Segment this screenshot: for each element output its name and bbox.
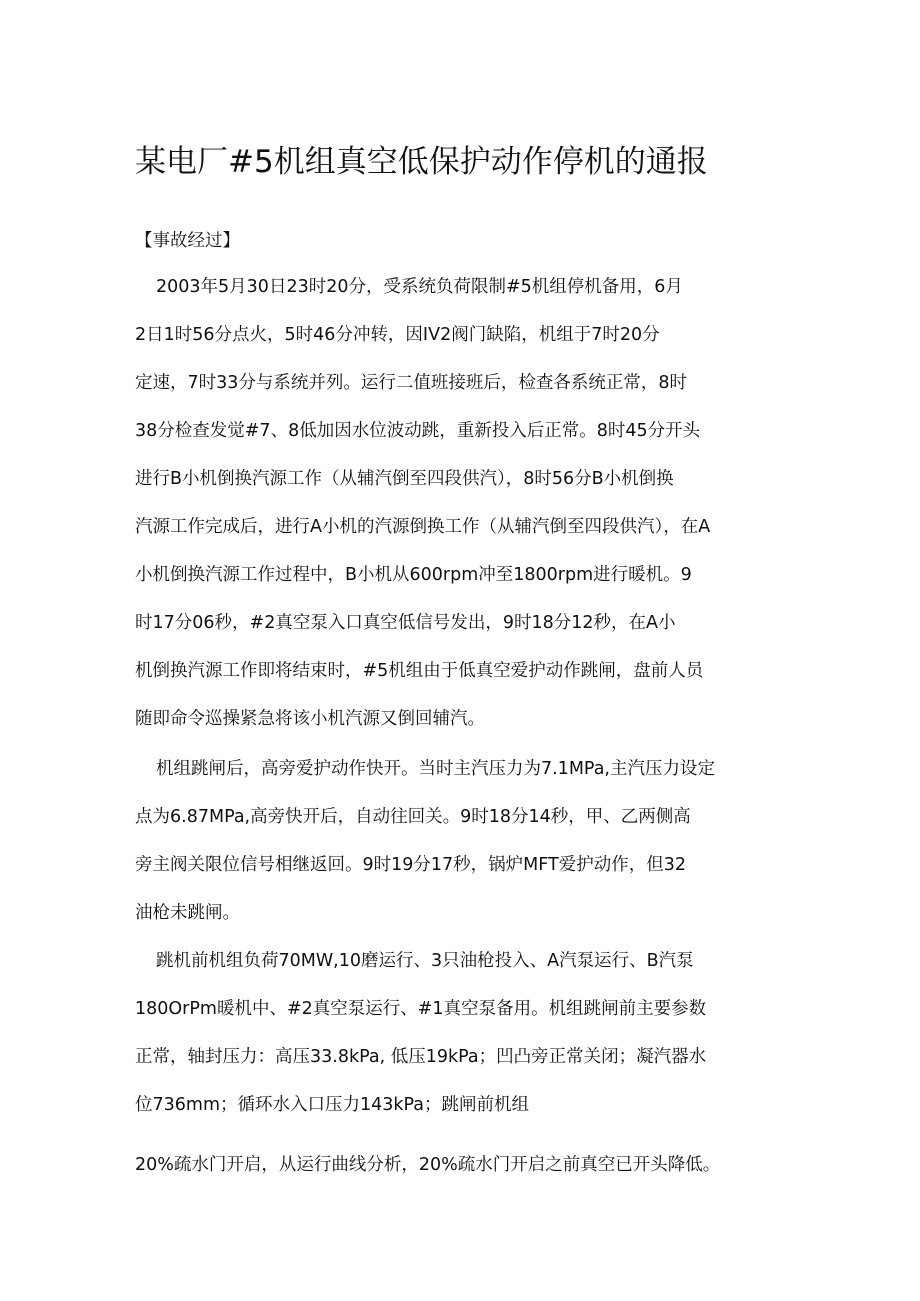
paragraph-line: 2003年5月30日23时20分，受系统负荷限制#5机组停机备用，6月 — [156, 277, 683, 297]
paragraph-line: 180OrPm暖机中、#2真空泵运行、#1真空泵备用。机组跳闸前主要参数 — [135, 999, 707, 1019]
paragraph-line: 跳机前机组负荷70MW,10磨运行、3只油枪投入、A汽泵运行、B汽泵 — [156, 951, 694, 971]
paragraph-line: 进行B小机倒换汽源工作（从辅汽倒至四段供汽），8时56分B小机倒换 — [135, 469, 674, 489]
paragraph-line: 正常，轴封压力：高压33.8kPa, 低压19kPa；凹凸旁正常关闭；凝汽器水 — [135, 1047, 707, 1067]
paragraph-line: 位736mm；循环水入口压力143kPa；跳闸前机组 — [135, 1095, 530, 1115]
paragraph-line: 点为6.87MPa,高旁快开后，自动往回关。9时18分14秒，甲、乙两侧高 — [135, 807, 691, 827]
paragraph-line: 随即命令巡操紧急将该小机汽源又倒回辅汽。 — [135, 709, 485, 729]
paragraph-line: 时17分06秒，#2真空泵入口真空低信号发出，9时18分12秒，在A小 — [135, 613, 676, 633]
paragraph-line: 20%疏水门开启，从运行曲线分析，20%疏水门开启之前真空已开头降低。 — [135, 1155, 721, 1175]
paragraph-line: 汽源工作完成后，进行A小机的汽源倒换工作（从辅汽倒至四段供汽），在A — [135, 517, 711, 537]
section-heading: 【事故经过】 — [135, 231, 240, 251]
paragraph-line: 定速，7时33分与系统并列。运行二值班接班后，检查各系统正常，8时 — [135, 373, 688, 393]
paragraph-line: 机倒换汽源工作即将结束时，#5机组由于低真空爱护动作跳闸，盘前人员 — [135, 661, 704, 681]
paragraph-line: 机组跳闸后，高旁爱护动作快开。当时主汽压力为7.1MPa,主汽压力设定 — [156, 759, 715, 779]
paragraph-line: 油枪未跳闸。 — [135, 903, 240, 923]
document-title: 某电厂#5机组真空低保护动作停机的通报 — [135, 144, 708, 180]
paragraph-line: 旁主阀关限位信号相继返回。9时19分17秒，锅炉MFT爱护动作，但32 — [135, 855, 686, 875]
paragraph-line: 38分检查发觉#7、8低加因水位波动跳，重新投入后正常。8时45分开头 — [135, 421, 701, 441]
paragraph-line: 小机倒换汽源工作过程中，B小机从600rpm冲至1800rpm进行暖机。9 — [135, 565, 692, 585]
paragraph-line: 2日1时56分点火，5时46分冲转，因IV2阀门缺陷，机组于7时20分 — [135, 325, 660, 345]
